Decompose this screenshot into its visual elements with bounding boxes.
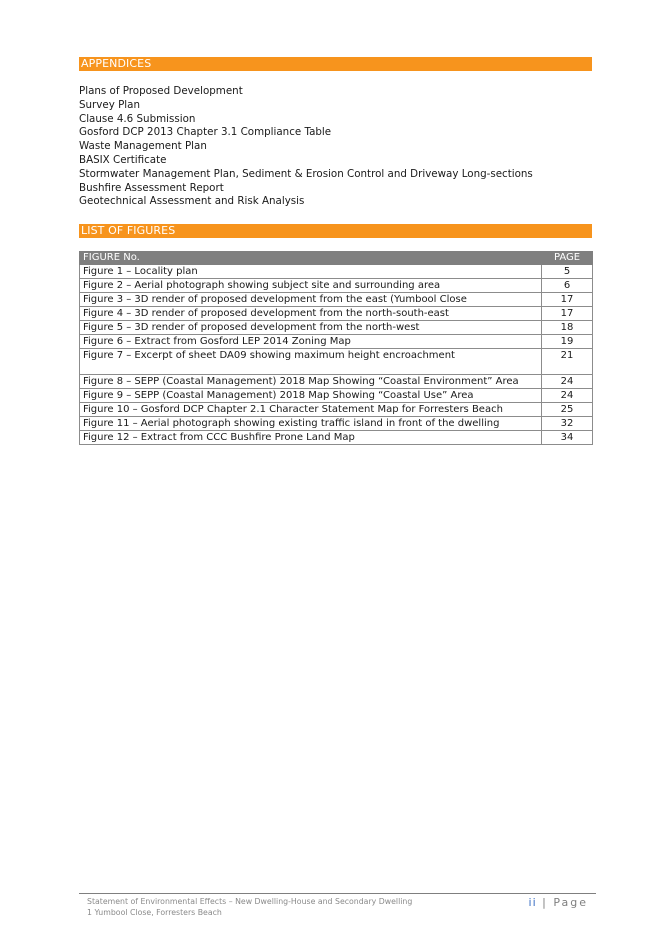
figure-title: Figure 6 – Extract from Gosford LEP 2014 Zoning Map: [80, 335, 542, 349]
appendix-item: Bushfire Assessment Report: [79, 181, 224, 194]
figure-title: Figure 7 – Excerpt of sheet DA09 showing maximum height encroachment: [80, 349, 542, 375]
figure-page: 6: [542, 279, 593, 293]
table-row: [80, 403, 593, 417]
footer-document-title: Statement of Environmental Effects – New Dwelling-House and Secondary Dwelling: [87, 897, 413, 906]
appendices-heading: APPENDICES: [79, 57, 592, 71]
footer-page-label: Page: [553, 896, 588, 909]
table-row: [80, 265, 593, 279]
figure-title: Figure 12 – Extract from CCC Bushfire Prone Land Map: [80, 431, 542, 445]
figure-title: Figure 4 – 3D render of proposed development from the north-south-east: [80, 307, 542, 321]
table-row: [80, 293, 593, 307]
figure-page: 17: [542, 307, 593, 321]
table-row: [80, 321, 593, 335]
table-row: [80, 389, 593, 403]
figure-page: 24: [542, 389, 593, 403]
figure-title: Figure 1 – Locality plan: [80, 265, 542, 279]
appendix-item: Survey Plan: [79, 98, 140, 111]
footer-text: [87, 897, 412, 918]
figure-page: 34: [542, 431, 593, 445]
table-row: [80, 307, 593, 321]
figures-table: [79, 251, 593, 445]
figures-heading: LIST OF FIGURES: [79, 224, 592, 238]
figure-title: Figure 10 – Gosford DCP Chapter 2.1 Character Statement Map for Forresters Beach: [80, 403, 542, 417]
figure-title: Figure 5 – 3D render of proposed development from the north-west: [80, 321, 542, 335]
table-row: [80, 335, 593, 349]
appendix-item: Geotechnical Assessment and Risk Analysis: [79, 195, 305, 208]
figure-page: 5: [542, 265, 593, 279]
footer-separator: |: [542, 896, 548, 909]
footer-address: 1 Yumbool Close, Forresters Beach: [87, 907, 222, 917]
appendix-list: [79, 85, 533, 209]
table-row: [80, 375, 593, 389]
appendix-item: Waste Management Plan: [79, 140, 207, 153]
figure-title: Figure 3 – 3D render of proposed development from the east (Yumbool Close: [80, 293, 542, 307]
figure-title: Figure 8 – SEPP (Coastal Management) 2018 Map Showing “Coastal Environment” Area: [80, 375, 542, 389]
footer-divider: [79, 893, 596, 894]
table-row: [80, 349, 593, 375]
page-column-header: PAGE: [542, 252, 593, 265]
appendix-item: Plans of Proposed Development: [79, 85, 243, 97]
footer-page-number: ii: [528, 896, 537, 909]
appendix-item: BASIX Certificate: [79, 153, 167, 166]
figure-title: Figure 9 – SEPP (Coastal Management) 2018 Map Showing “Coastal Use” Area: [80, 389, 542, 403]
figure-page: 18: [542, 321, 593, 335]
table-row: [80, 431, 593, 445]
figure-page: 17: [542, 293, 593, 307]
figure-page: 24: [542, 375, 593, 389]
figure-title: Figure 11 – Aerial photograph showing existing traffic island in front of the dwelling: [80, 417, 542, 431]
figure-page: 25: [542, 403, 593, 417]
table-row: [80, 417, 593, 431]
table-header-row: [80, 252, 593, 265]
figure-page: 32: [542, 417, 593, 431]
figure-page: 21: [542, 349, 593, 375]
appendix-item: Stormwater Management Plan, Sediment & Erosion Control and Driveway Long-sections: [79, 167, 533, 180]
figure-page: 19: [542, 335, 593, 349]
appendix-item: Clause 4.6 Submission: [79, 112, 196, 125]
appendix-item: Gosford DCP 2013 Chapter 3.1 Compliance Table: [79, 126, 332, 139]
figure-column-header: FIGURE No.: [80, 252, 542, 265]
table-row: [80, 279, 593, 293]
footer-page-indicator: [529, 896, 588, 909]
figure-title: Figure 2 – Aerial photograph showing subject site and surrounding area: [80, 279, 542, 293]
